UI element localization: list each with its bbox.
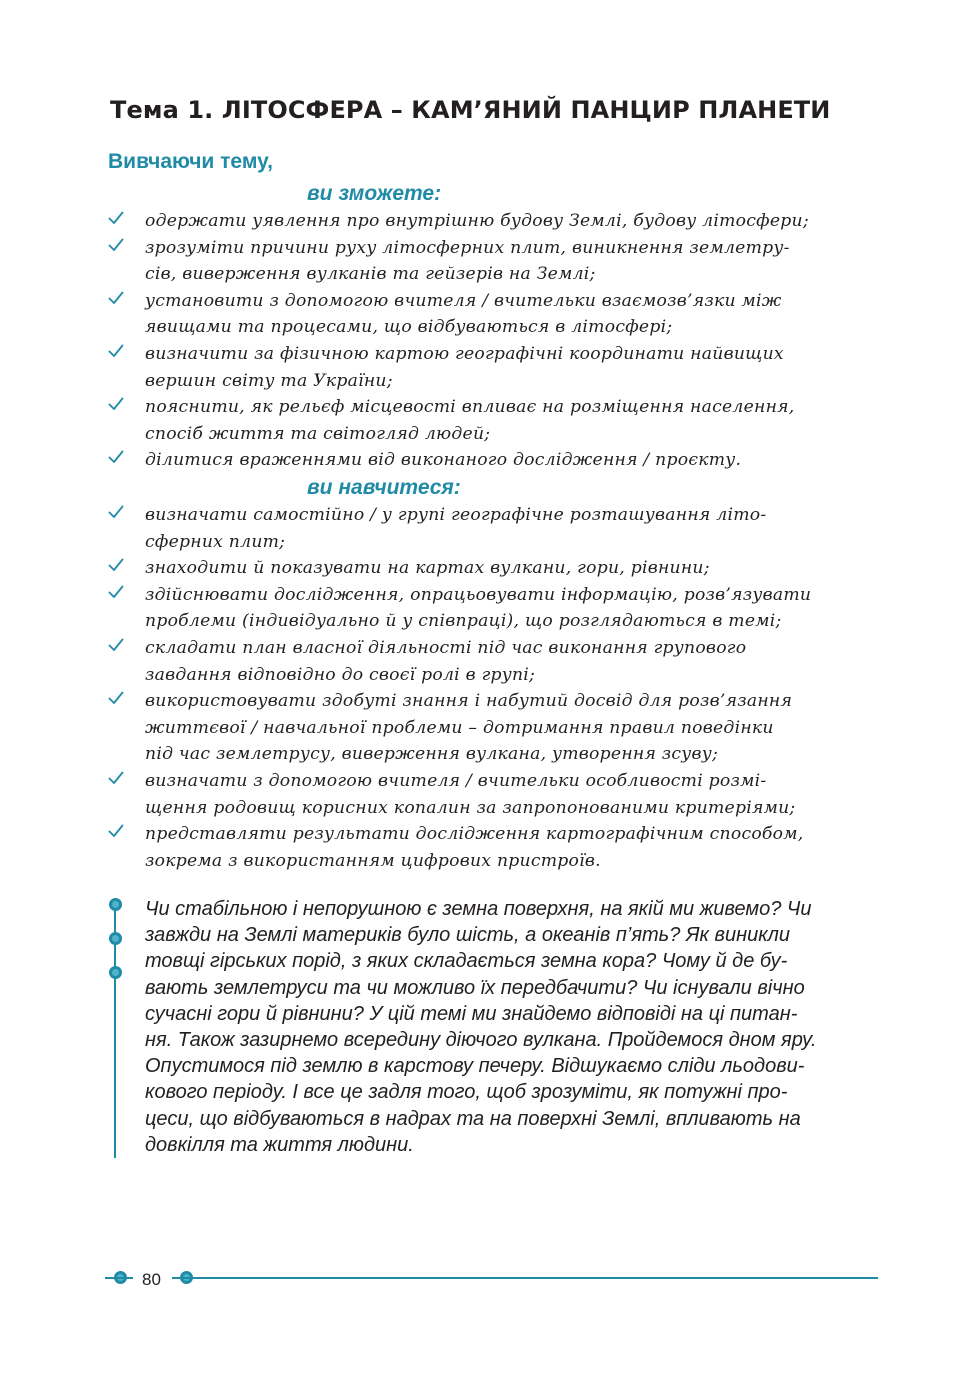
paragraph-line: сучасні гори й рівнини? У цій темі ми знайдемо відповіді на ці питан- [145, 1002, 798, 1025]
outcome-text-line: завдання відповідно до своєї ролі в групі; [145, 664, 536, 685]
outcome-text-line: ділитися враженнями від виконаного дослідження / проєкту. [145, 450, 742, 471]
paragraph-line: вають землетруси та чи можливо їх передбачити? Чи існували вічно [145, 976, 805, 999]
outcome-text-line: життєвої / навчальної проблеми – дотримання правил поведінки [145, 717, 774, 738]
checkmark-icon [108, 447, 126, 473]
checkmark-icon [108, 635, 126, 661]
section-heading-can: ви зможете: [307, 182, 442, 205]
outcome-text-line: одержати уявлення про внутрішню будову Землі, будову літосфери; [145, 211, 809, 231]
outcome-text-line: сів, виверження вулканів та гейзерів на Землі; [145, 264, 596, 285]
outcome-text-line: зокрема з використанням цифрових пристроїв. [145, 850, 601, 871]
outcome-text-line: проблеми (індивідуально й у співпраці), що розглядаються в темі; [145, 611, 782, 632]
checkmark-icon [108, 582, 126, 608]
bullet-dot-icon [109, 966, 122, 979]
outcome-text-line: визначати самостійно / у групі географічне розташування літо- [145, 505, 767, 525]
intro-heading: Вивчаючи тему, [108, 150, 274, 173]
checkmark-icon [108, 688, 126, 714]
checkmark-icon [108, 208, 126, 234]
outcome-text-line: знаходити й показувати на картах вулкани, гори, рівнини; [145, 558, 710, 579]
section-heading-learn: ви навчитеся: [307, 476, 461, 499]
bullet-dot-icon [109, 898, 122, 911]
outcome-text-line: установити з допомогою вчителя / вчительки взаємозв’язки між [145, 290, 782, 311]
footer-rule-right [172, 1277, 878, 1279]
paragraph-line: завжди на Землі материків було шість, а океанів п’ять? Як виникли [145, 924, 791, 947]
checkmark-icon [108, 288, 126, 314]
outcome-text-line: представляти результати дослідження картографічним способом, [145, 824, 804, 845]
paragraph-line: довкілля та життя людини. [145, 1133, 414, 1156]
outcome-text-line: щення родовищ корисних копалин за запропонованими критеріями; [145, 797, 796, 818]
paragraph-line: кового періоду. І все це задля того, щоб зрозуміти, як потужні про- [145, 1081, 788, 1104]
outcome-text-line: під час землетрусу, виверження вулкана, утворення зсуву; [145, 744, 719, 765]
paragraph-line: Опустимося під землю в карстову печеру. Відшукаємо сліди льодови- [145, 1055, 805, 1078]
checkmark-icon [108, 341, 126, 367]
paragraph-line: ня. Також зазирнемо всередину діючого вулкана. Пройдемося дном яру. [145, 1029, 817, 1052]
outcome-text-line: визначати з допомогою вчителя / вчительки особливості розмі- [145, 771, 767, 791]
outcome-text-line: складати план власної діяльності під час виконання групового [145, 638, 747, 658]
checkmark-icon [108, 502, 126, 528]
outcome-text-line: пояснити, як рельєф місцевості впливає на розміщення населення, [145, 397, 795, 418]
outcome-text-line: визначити за фізичною картою географічні координати найвищих [145, 344, 784, 364]
checkmark-icon [108, 768, 126, 794]
outcome-text-line: зрозуміти причини руху літосферних плит, виникнення землетру- [145, 237, 790, 258]
outcome-text-line: використовувати здобуті знання і набутий досвід для розв’язання [145, 691, 793, 712]
paragraph-line: товщі гірських порід, з яких складається земна кора? Чому й де бу- [145, 950, 788, 973]
bullet-dot-icon [109, 932, 122, 945]
outcome-text-line: спосіб життя та світогляд людей; [145, 423, 491, 444]
checkmark-icon [108, 394, 126, 420]
outcome-text-line: здійснювати дослідження, опрацьовувати інформацію, розв’язувати [145, 584, 812, 605]
footer-rule-left [105, 1277, 133, 1279]
intro-paragraph [145, 896, 880, 1158]
paragraph-line: Чи стабільною і непорушною є земна поверхня, на якій ми живемо? Чи [145, 898, 812, 920]
page-title: Тема 1. ЛІТОСФЕРА – КАМ’ЯНИЙ ПАНЦИР ПЛАНЕТИ [110, 96, 831, 124]
checkmark-icon [108, 821, 126, 847]
outcome-text-line: сферних плит; [145, 531, 286, 552]
checkmark-icon [108, 555, 126, 581]
page-number: 80 [142, 1270, 161, 1289]
outcome-text-line: явищами та процесами, що відбуваються в літосфері; [145, 317, 673, 338]
checkmark-icon [108, 235, 126, 261]
paragraph-line: цеси, що відбуваються в надрах та на поверхні Землі, впливають на [145, 1107, 801, 1130]
outcome-text-line: вершин світу та України; [145, 370, 393, 391]
